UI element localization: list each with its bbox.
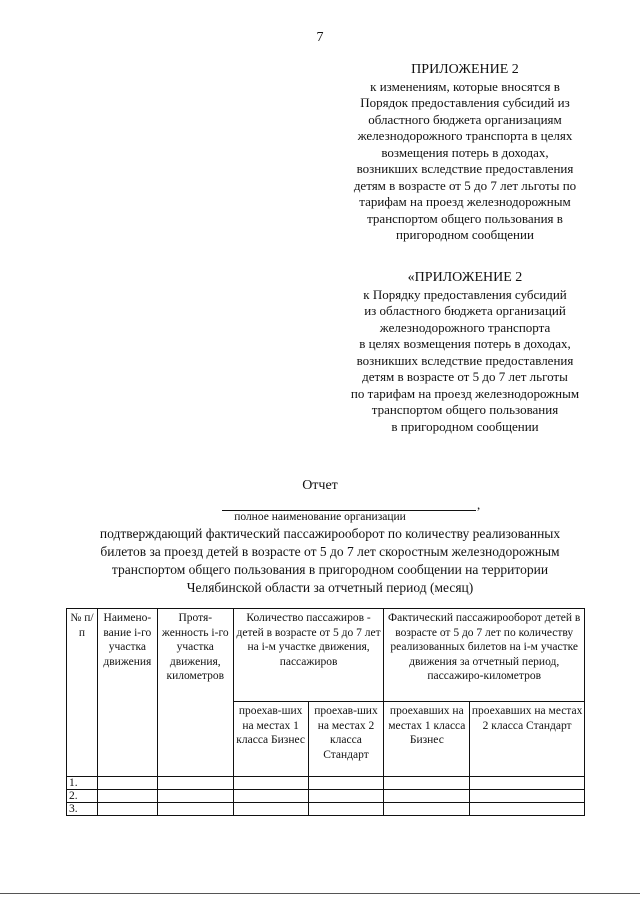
row-number: 2. [67,790,98,803]
table-row [67,790,585,803]
report-table [66,608,585,816]
table-cell [97,803,157,816]
table-row [67,777,585,790]
table-cell [233,803,308,816]
header-section-name: Наимено-вание i-го участка движения [97,609,157,777]
row-number: 1. [67,777,98,790]
appendix-header-amendment [330,62,600,244]
report-title: Отчет [302,478,338,493]
organization-caption: полное наименование организации [234,511,406,523]
table-cell [233,777,308,790]
table-cell [308,790,384,803]
table-cell [384,777,470,790]
description-line: транспортом общего пользования в пригородном сообщении на территории [111,562,549,577]
appendix-line: железнодорожного транспорта в целях [357,128,573,143]
appendix-line: к изменениям, которые вносятся в [370,78,560,94]
table-cell [384,803,470,816]
appendix-line: транспортом общего пользования [371,402,559,417]
organization-name-line [222,500,476,511]
table-cell [97,790,157,803]
table-cell [308,803,384,816]
page-number: 7 [316,30,324,45]
header-number: № п/п [67,609,98,777]
table-cell [470,803,585,816]
appendix-line: Порядок предоставления субсидий из [360,95,570,110]
appendix-line: из областного бюджета организаций [364,303,566,318]
subheader-turnover-standard: проехавших на местах 2 класса Стандарт [470,702,585,777]
appendix-line: железнодорожного транспорта [379,319,551,335]
header-section-length: Протя-женность i-го участка движения, километров [157,609,233,777]
appendix-line: в пригородном сообщении [391,418,539,434]
table-cell [233,790,308,803]
subheader-count-business: проехав-ших на местах 1 класса Бизнес [233,702,308,777]
appendix-line: транспортом общего пользования в [367,210,563,226]
header-passenger-count: Количество пассажиров - детей в возрасте от 5 до 7 лет на i-м участке движения, пассажиров [233,609,384,702]
table-cell [470,790,585,803]
appendix-line: детям в возрасте от 5 до 7 лет льготы [362,369,568,384]
appendix-line: возникших вследствие предоставления [356,352,574,368]
subheader-count-standard: проехав-ших на местах 2 класса Стандарт [308,702,384,777]
description-line: билетов за проезд детей в возрасте от 5 до 7 лет скоростным железнодорожным [100,544,560,559]
appendix-line: детям в возрасте от 5 до 7 лет льготы по [353,177,577,193]
description-line: Челябинской области за отчетный период (месяц) [186,580,474,595]
organization-comma: , [477,497,481,512]
table-cell [157,790,233,803]
subheader-turnover-business: проехавших на местах 1 класса Бизнес [384,702,470,777]
table-cell [157,803,233,816]
header-passenger-turnover: Фактический пассажирооборот детей в возрасте от 5 до 7 лет по количеству реализованных билетов на i-м участке движения за отчетный период, пассажиро-километров [384,609,585,702]
appendix-line: к Порядку предоставления субсидий [363,286,567,302]
table-cell [157,777,233,790]
appendix-line: возникших вследствие предоставления [356,161,574,176]
row-number: 3. [67,803,98,816]
appendix-line: тарифам на проезд железнодорожным [359,194,571,209]
appendix-header-procedure [330,270,600,435]
appendix-title: ПРИЛОЖЕНИЕ 2 [411,62,519,77]
page-bottom-rule [0,893,640,894]
table-row [67,803,585,816]
appendix-line: областного бюджета организациям [368,111,562,127]
appendix-line: возмещения потерь в доходах, [381,144,549,160]
table-cell [470,777,585,790]
report-description [60,525,600,597]
appendix-title: «ПРИЛОЖЕНИЕ 2 [407,270,523,285]
appendix-line: в целях возмещения потерь в доходах, [359,336,571,351]
appendix-line: пригородном сообщении [396,227,534,242]
table-cell [384,790,470,803]
table-cell [97,777,157,790]
appendix-line: по тарифам на проезд железнодорожным [350,385,580,401]
description-line: подтверждающий фактический пассажирооборот по количеству реализованных [99,526,561,541]
table-cell [308,777,384,790]
